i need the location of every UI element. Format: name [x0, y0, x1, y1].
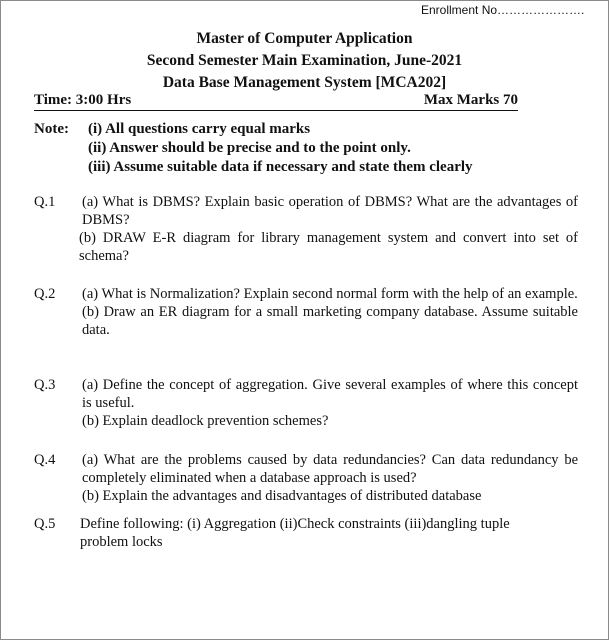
note-item: (iii) Assume suitable data if necessary and state them clearly — [88, 159, 473, 175]
question-body — [82, 285, 578, 339]
question-part-a: (a) What is DBMS? Explain basic operation of DBMS? What are the advantages of DBMS? — [82, 194, 578, 228]
exam-meta-row — [34, 92, 518, 111]
question-part-b: (b) Explain the advantages and disadvantages of distributed database — [82, 488, 482, 504]
max-marks: Max Marks 70 — [423, 92, 518, 108]
note-label: Note: — [34, 121, 69, 137]
question-body — [82, 451, 578, 505]
question-part-a: (a) What is Normalization? Explain second normal form with the help of an example. — [82, 286, 578, 302]
question-body — [79, 193, 578, 265]
question-body — [82, 376, 578, 430]
enrollment-number-label: Enrollment No…………………. — [421, 3, 585, 17]
question-number: Q.3 — [34, 377, 56, 393]
question-part-b: (b) Draw an ER diagram for a small marketing company database. Assume suitable data. — [82, 304, 578, 338]
exam-time: Time: 3:00 Hrs — [34, 92, 132, 108]
question-part-b: (b) DRAW E-R diagram for library management system and convert into set of schema? — [79, 230, 578, 264]
course-title: Master of Computer Application — [196, 30, 413, 47]
question-body — [80, 515, 560, 551]
subject-title: Data Base Management System [MCA202] — [162, 74, 447, 91]
question-number: Q.5 — [34, 516, 56, 532]
note-items — [88, 120, 473, 177]
question-number: Q.4 — [34, 452, 56, 468]
exam-title: Second Semester Main Examination, June-2021 — [146, 52, 463, 69]
question-part-a: (a) What are the problems caused by data redundancies? Can data redundancy be completely eliminated when a database approach is used? — [82, 452, 578, 486]
question-part-b: (b) Explain deadlock prevention schemes? — [82, 413, 329, 429]
note-item: (ii) Answer should be precise and to the point only. — [88, 140, 411, 156]
question-number: Q.1 — [34, 194, 56, 210]
question-part-a: (a) Define the concept of aggregation. Give several examples of where this concept is useful. — [82, 377, 578, 411]
question-number: Q.2 — [34, 286, 56, 302]
question-text: Define following: (i) Aggregation (ii)Check constraints (iii)dangling tuple problem locks — [80, 516, 510, 550]
note-item: (i) All questions carry equal marks — [88, 121, 311, 137]
